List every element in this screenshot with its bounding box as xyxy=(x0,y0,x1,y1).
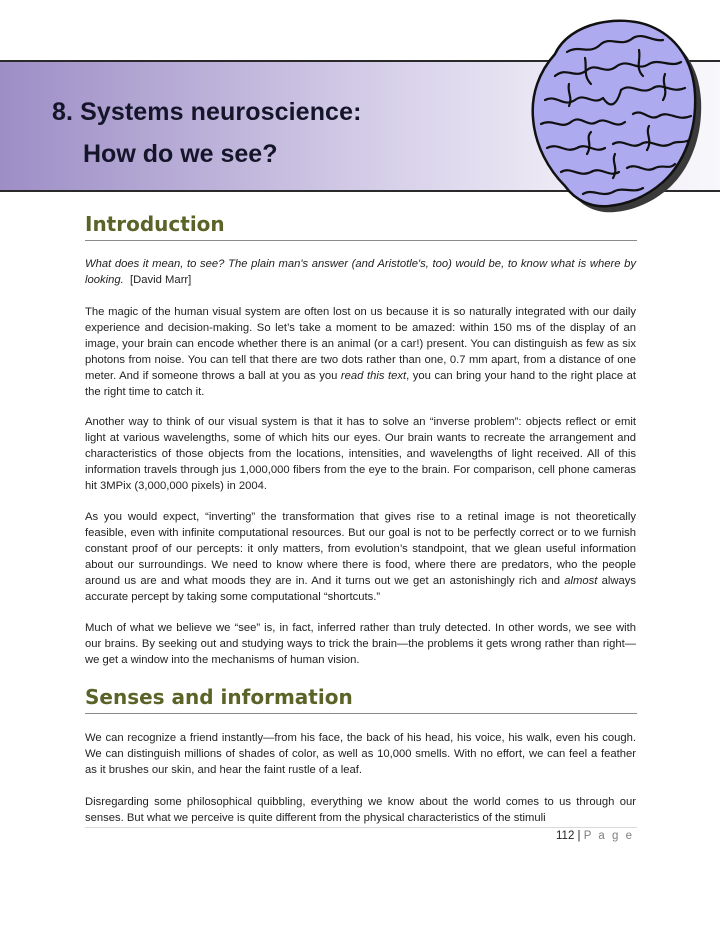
intro-p1-text-b: , you can bring your hand to the right place at the right time to catch it. xyxy=(85,370,636,398)
intro-p3-text-a: As you would expect, “inverting” the transformation that gives rise to a retinal image is not theoretically feasible, even with infinite computational resources. But our goal is not to be perfectly correct or to we furnish constant proof of our percepts: it only matters, from evolution’s standpoint, that we glean useful information about our surroundings. We need to know where there is food, where there are predators, who the people around us are and what moods they are in. And it turns out we get an astonishingly rich and xyxy=(85,511,636,587)
senses-paragraph-1: We can recognize a friend instantly—from his face, the back of his head, his voice, his walk, even his cough. We can distinguish millions of shades of color, as well as 10,000 smells. With no effort, we can feel a feather as it brushes our skin, and hear the faint rustle of a leaf. xyxy=(85,732,636,776)
page-word: P a g e xyxy=(583,830,634,842)
page-separator: | xyxy=(577,830,581,842)
chapter-title: 8. Systems neuroscience: xyxy=(52,98,362,126)
senses-paragraph-2: Disregarding some philosophical quibbling, everything we know about the world comes to us through our senses. But what we perceive is quite different from the physical characteristics of the stimuli xyxy=(85,796,636,824)
intro-p1-italic: read this text xyxy=(340,370,407,382)
quote-attribution: [David Marr] xyxy=(130,274,192,286)
intro-paragraph-4: Much of what we believe we “see” is, in fact, inferred rather than truly detected. In other words, we see with our brains. By seeking out and studying ways to trick the brain—the problems it gets wrong rather than right—we get a window into the mechanisms of human vision. xyxy=(85,622,636,666)
intro-paragraph-1 xyxy=(85,304,636,400)
intro-paragraph-2: Another way to think of our visual system is that it has to solve an “inverse problem”: objects reflect or emit light at various wavelengths, some of which hits our eyes. Our brain wants to recreate the arrangement and characteristics of those objects from the locations, intensities, and wavelengths of light received. All of this information travels through jus 1,000,000 fibers from the eye to the brain. For comparison, cell phone cameras hit 3MPix (3,000,000 pixels) in 2004. xyxy=(85,416,636,492)
section-heading-senses: Senses and information xyxy=(85,685,637,714)
page-footer xyxy=(556,830,634,842)
intro-p3-text-b: always accurate percept by taking some computational “shortcuts.” xyxy=(85,575,636,603)
brain-icon xyxy=(525,14,705,214)
intro-p1-text-a: The magic of the human visual system are often lost on us because it is so naturally integrated with our daily experience and decision-making. So let’s take a moment to be amazed: within 150 ms of the display of an image, your brain can encode whether there is an animal (or a car!) present. You can distinguish as few as six photons from noise. You can tell that there are two dots rather than one, 0.7 mm apart, from a distance of one meter. And if someone throws a ball at you as you xyxy=(85,306,636,382)
intro-paragraph-3 xyxy=(85,509,636,605)
page-number: 112 xyxy=(556,830,575,842)
section-heading-introduction: Introduction xyxy=(85,212,637,241)
intro-quote xyxy=(85,256,636,288)
intro-p3-italic: almost xyxy=(564,575,598,587)
quote-text: What does it mean, to see? The plain man's answer (and Aristotle's, too) would be, to know what is where by looking. xyxy=(85,258,636,286)
chapter-subtitle: How do we see? xyxy=(83,140,278,168)
footer-divider xyxy=(85,827,637,828)
